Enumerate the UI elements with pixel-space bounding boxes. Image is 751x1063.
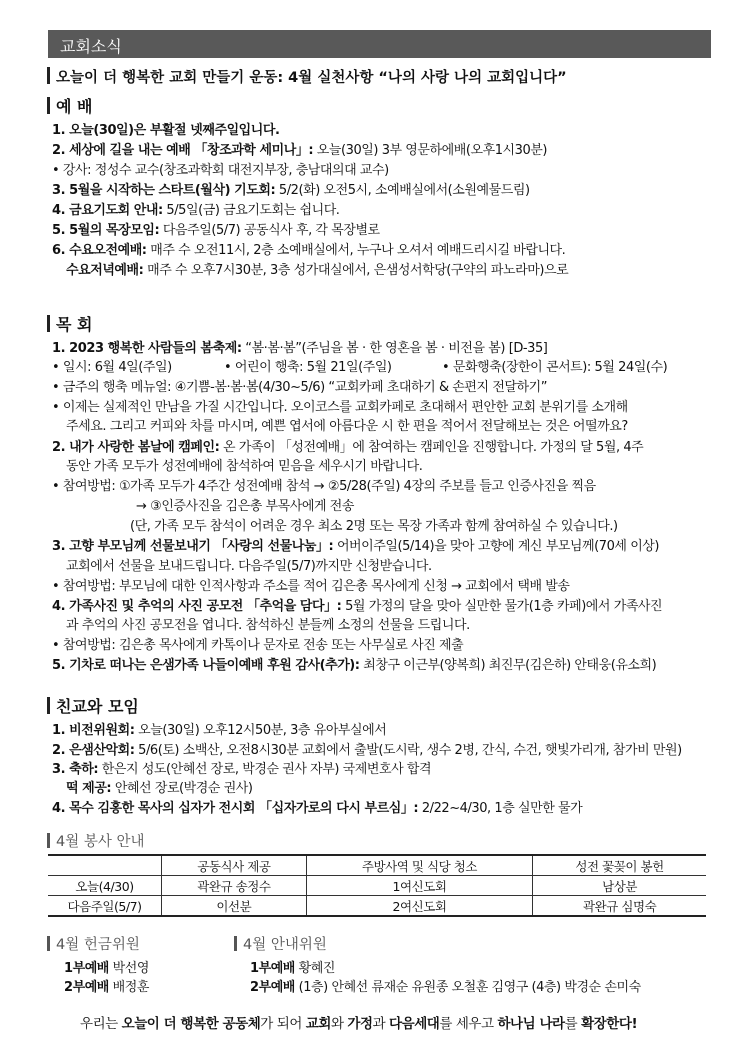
fellowship-item-1-date: • 일시: 6월 4일(주일): [52, 360, 172, 375]
table-cell: 오늘(4/30): [48, 876, 162, 896]
offering-line-1: 1부예배 박선영: [64, 961, 149, 976]
offering-line-2: 2부예배 배정훈: [64, 980, 149, 995]
worship-item-1: 1. 오늘(30일)은 부활절 넷째주일입니다.: [52, 123, 280, 138]
fellowship-heading: 목 회: [47, 312, 92, 335]
worship-item-2: 2. 세상에 길을 내는 예배 「창조과학 세미나」: 오늘(30일) 3부 영문하에배(오후1시30분): [52, 143, 547, 158]
fellowship-item-5: 5. 기차로 떠나는 은샘가족 나들이예배 후원 감사(추가): 최창구 이근부(양복희) 최진무(김은하) 안태웅(유소희): [52, 658, 657, 673]
news-heading: 친교와 모임: [47, 694, 139, 717]
news-item-3-food: 떡 제공: 안혜선 장로(박경순 권사): [66, 781, 253, 796]
fellowship-item-2-method-2: → ③인증사진을 김은총 부목사에게 전송: [136, 499, 354, 514]
fellowship-item-1-desc-2: 주세요. 그리고 커피와 차를 마시며, 예쁜 엽서에 아름다운 시 한 편을 적어서 전달해보는 것은 어떨까요?: [66, 419, 628, 434]
service-table: [48, 854, 706, 917]
table-cell: 이선분: [162, 896, 307, 917]
table-cell: 곽완규 심명숙: [533, 896, 706, 917]
fellowship-item-1: 1. 2023 행복한 사람들의 봄축제: “봄·봄·봄”(주님을 봄 · 한 영혼을 봄 · 비전을 봄) [D-35]: [52, 341, 548, 356]
section-header-bar: [48, 30, 711, 58]
table-row: [48, 876, 706, 896]
table-cell: 1여신도회: [306, 876, 532, 896]
news-item-1: 1. 비전위원회: 오늘(30일) 오후12시50분, 3층 유아부실에서: [52, 723, 387, 738]
worship-item-6-evening: 수요저녁예배: 매주 수 오후7시30분, 3층 성가대실에서, 은샘성서학당(구약의 파노라마)으로: [66, 263, 569, 278]
worship-item-6: 6. 수요오전예배: 매주 수 오전11시, 2층 소예배실에서, 누구나 오셔서 예배드리시길 바랍니다.: [52, 243, 566, 258]
service-heading: 4월 봉사 안내: [47, 830, 144, 851]
table-cell: 남상분: [533, 876, 706, 896]
service-col-2: 주방사역 및 식당 청소: [306, 855, 532, 876]
fellowship-item-1-manual: • 금주의 행축 메뉴얼: ④기쁨-봄·봄·봄(4/30~5/6) “교회카페 초대하기 & 손편지 전달하기”: [52, 380, 548, 395]
news-item-3: 3. 축하: 한은지 성도(안혜선 장로, 박경순 권사 자부) 국제변호사 합격: [52, 762, 432, 777]
fellowship-item-2-method: • 참여방법: ①가족 모두가 4주간 성전예배 참석 → ②5/28(주일) 4장의 주보를 들고 인증사진을 찍음: [52, 479, 596, 494]
table-row: [48, 896, 706, 917]
ushers-line-2: 2부예배 (1층) 안혜선 류재순 유원종 오철훈 김영구 (4층) 박경순 손미숙: [250, 980, 641, 995]
fellowship-item-1-desc: • 이제는 실제적인 만남을 가질 시간입니다. 오이코스를 교회카페로 초대해서 편안한 교회 분위기를 소개해: [52, 400, 628, 415]
ushers-line-1: 1부예배 황혜진: [250, 961, 335, 976]
news-item-4: 4. 목수 김홍한 목사의 십자가 전시회 「십자가로의 다시 부르심」: 2/22~4/30, 1층 실만한 물가: [52, 801, 583, 816]
worship-item-5: 5. 5월의 목장모임: 다음주일(5/7) 공동식사 후, 각 목장별로: [52, 223, 380, 238]
worship-item-3: 3. 5월을 시작하는 스타트(월삭) 기도회: 5/2(화) 오전5시, 소예배실에서(소원예물드림): [52, 183, 530, 198]
news-item-2: 2. 은샘산악회: 5/6(토) 소백산, 오전8시30분 교회에서 출발(도시락, 생수 2병, 간식, 수건, 햇빛가리개, 참가비 만원): [52, 743, 682, 758]
footer-motto: 우리는 오늘이 더 행복한 공동체가 되어 교회와 가정과 다음세대를 세우고 하나님 나라를 확장한다!: [80, 1016, 638, 1032]
fellowship-item-4: 4. 가족사진 및 추억의 사진 공모전 「추억을 담다」: 5월 가정의 달을 맞아 실만한 물가(1층 카페)에서 가족사진: [52, 599, 663, 614]
fellowship-item-2: 2. 내가 사랑한 봄날에 캠페인: 온 가족이 「성전예배」에 참여하는 캠페인을 진행합니다. 가정의 달 5월, 4주: [52, 440, 644, 455]
fellowship-item-3-desc: 교회에서 선물을 보내드립니다. 다음주일(5/7)까지만 신청받습니다.: [66, 559, 432, 574]
fellowship-item-4-method: • 참여방법: 김은총 목사에게 카톡이나 문자로 전송 또는 사무실로 사진 제출: [52, 638, 464, 653]
section-header-title: 교회소식: [60, 37, 122, 56]
ushers-heading: 4월 안내위원: [234, 933, 327, 954]
fellowship-item-4-desc: 과 추억의 사진 공모전을 엽니다. 참석하신 분들께 소정의 선물을 드립니다.: [66, 618, 470, 633]
fellowship-item-2-note: (단, 가족 모두 참석이 어려운 경우 최소 2명 또는 목장 가족과 함께 참여하실 수 있습니다.): [130, 519, 618, 534]
worship-item-4: 4. 금요기도회 안내: 5/5일(금) 금요기도회는 쉽니다.: [52, 203, 340, 218]
fellowship-item-3-method: • 참여방법: 부모님에 대한 인적사항과 주소를 적어 김은총 목사에게 신청 → 교회에서 택배 발송: [52, 579, 570, 594]
service-table-header: [48, 855, 706, 876]
worship-heading: 예 배: [47, 94, 92, 117]
fellowship-item-1-kids: • 어린이 행축: 5월 21일(주일): [224, 360, 392, 375]
table-cell: 2여신도회: [306, 896, 532, 917]
service-col-1: 공동식사 제공: [162, 855, 307, 876]
fellowship-item-1-culture: • 문화행축(장한이 콘서트): 5월 24일(수): [442, 360, 668, 375]
service-col-3: 성전 꽃꽂이 봉헌: [533, 855, 706, 876]
fellowship-item-3: 3. 고향 부모님께 선물보내기 「사랑의 선물나눔」: 어버이주일(5/14)을 맞아 고향에 계신 부모님께(70세 이상): [52, 539, 660, 554]
fellowship-item-2-desc: 동안 가족 모두가 성전예배에 참석하여 믿음을 세우시기 바랍니다.: [66, 459, 423, 474]
campaign-title: 오늘이 더 행복한 교회 만들기 운동: 4월 실천사항 “나의 사랑 나의 교회입니다”: [47, 66, 567, 87]
worship-item-2-speaker: • 강사: 정성수 교수(창조과학회 대전지부장, 충남대의대 교수): [52, 163, 389, 178]
offering-heading: 4월 헌금위원: [47, 933, 140, 954]
service-col-0: [48, 855, 162, 876]
table-cell: 곽완규 송정수: [162, 876, 307, 896]
table-cell: 다음주일(5/7): [48, 896, 162, 917]
